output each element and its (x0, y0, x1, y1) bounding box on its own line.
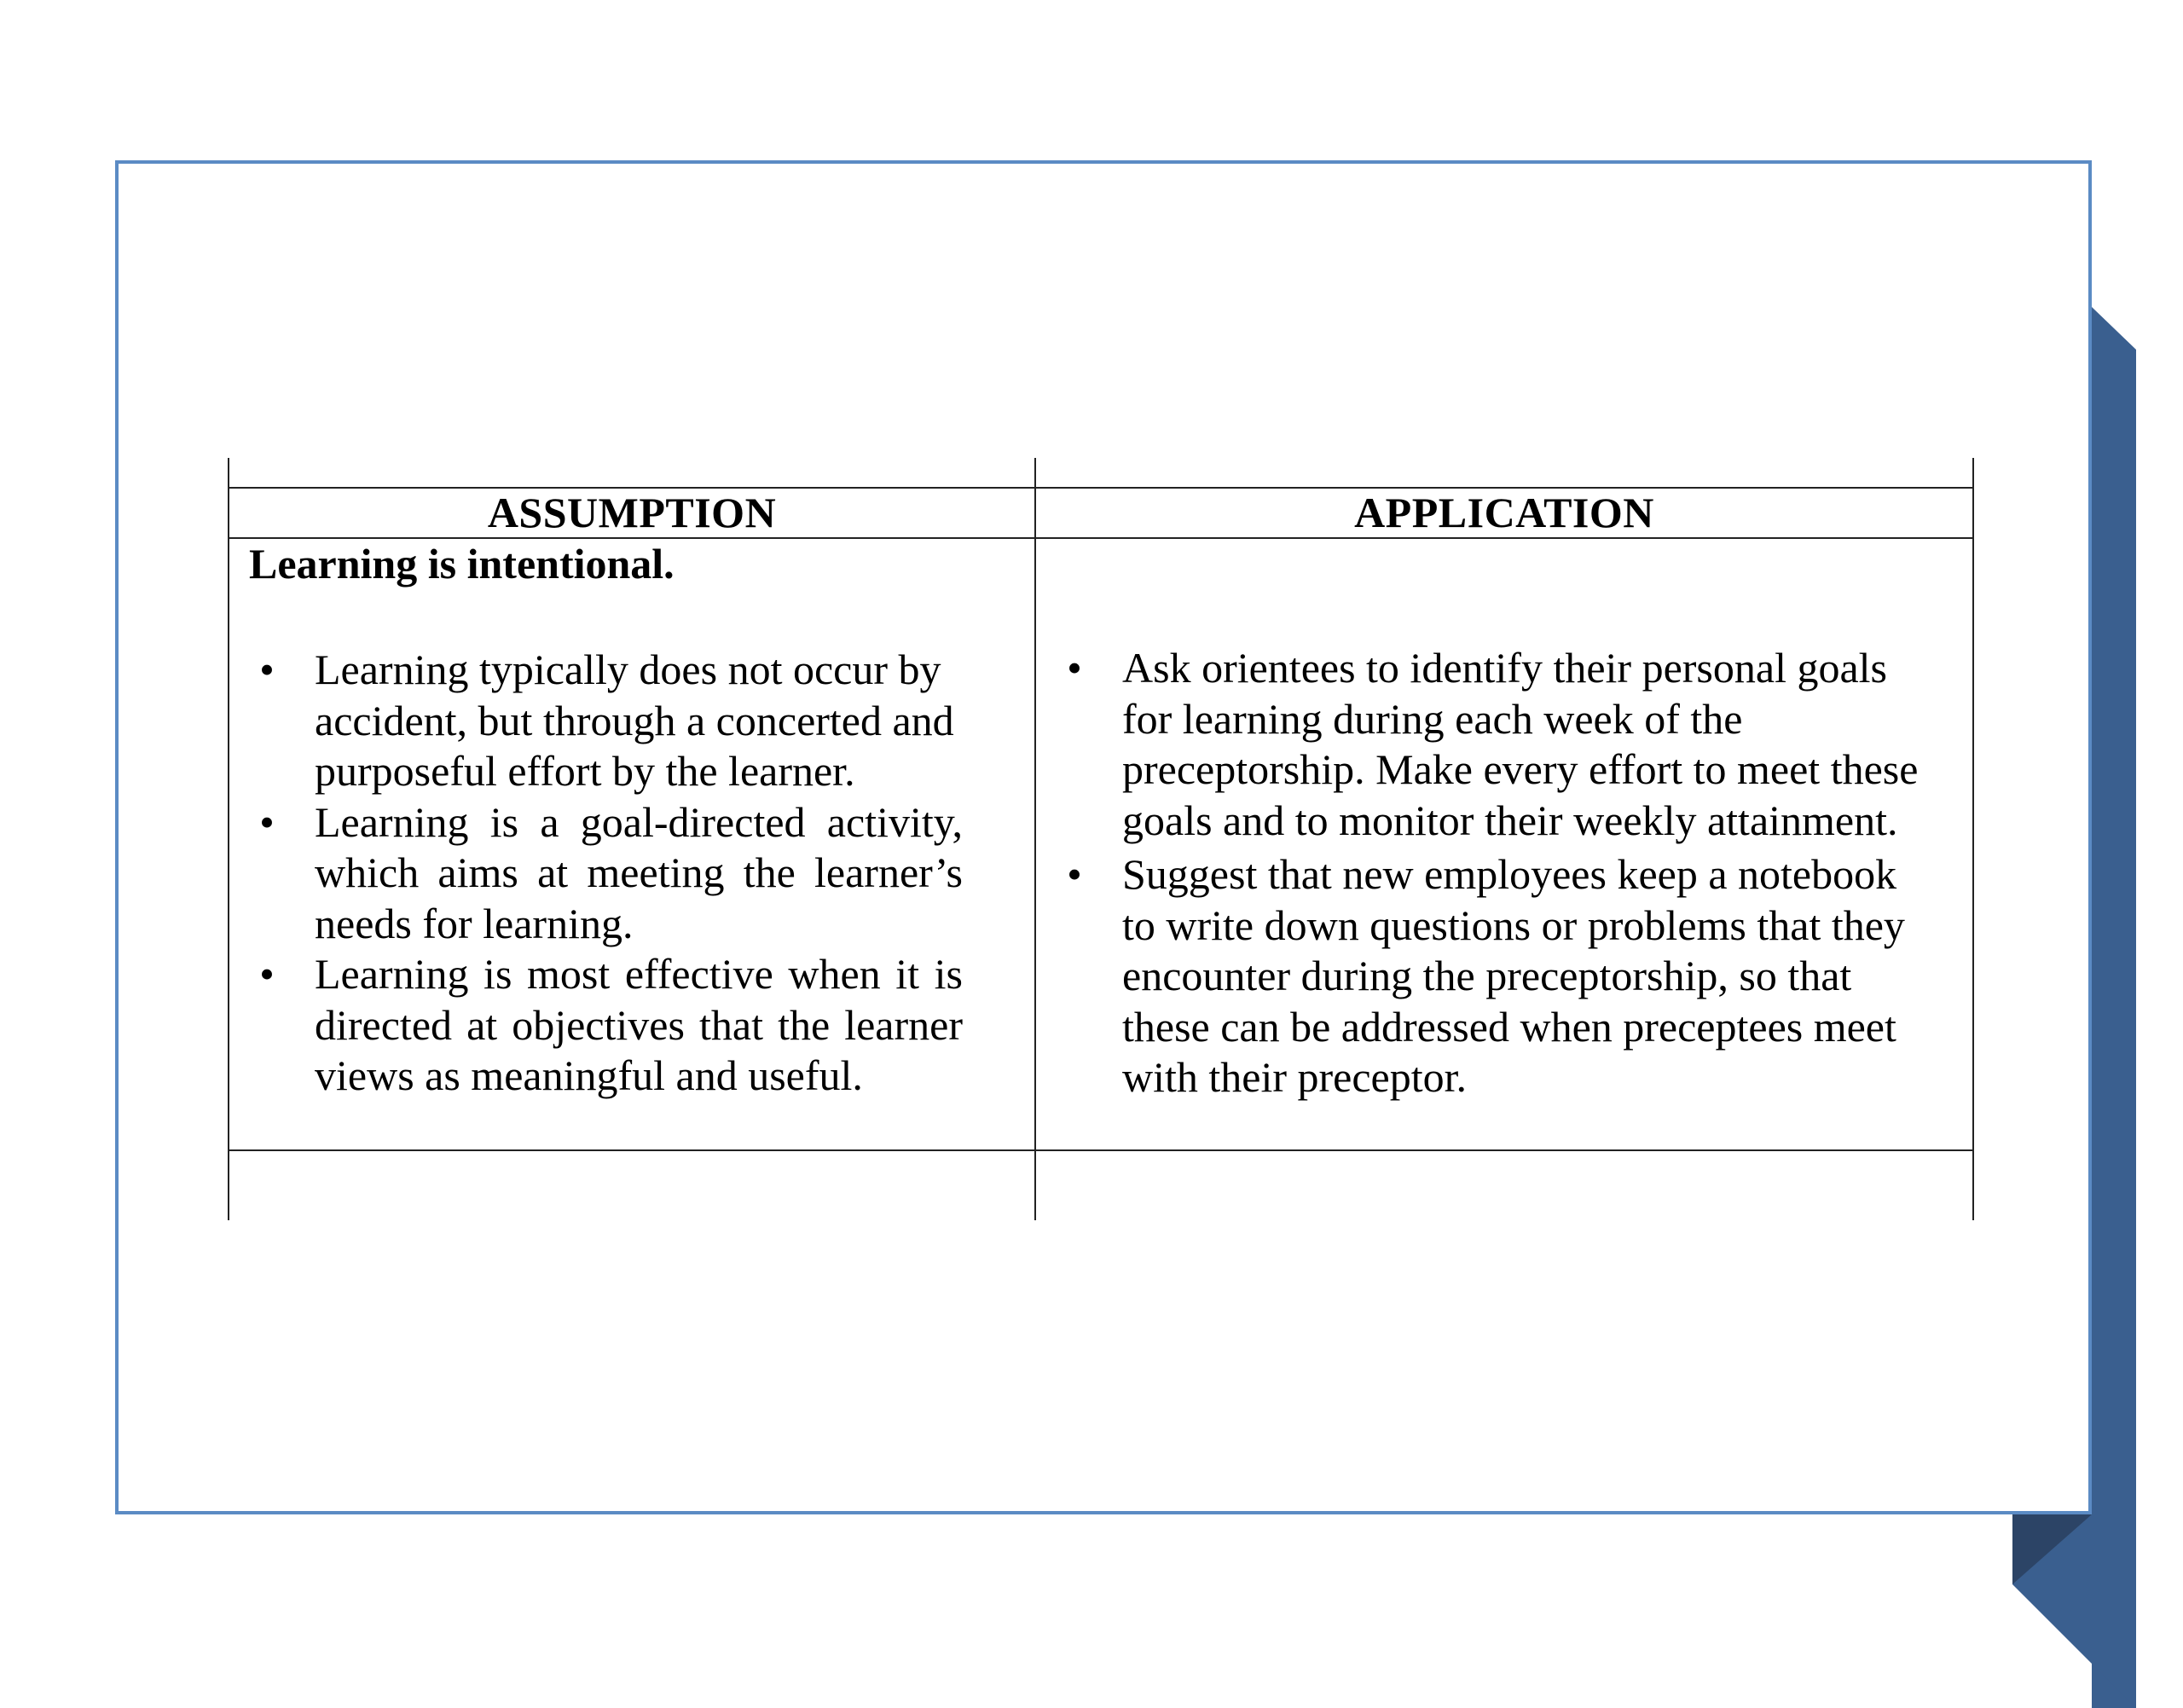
assumption-bullet (250, 949, 963, 1102)
application-bullet-text: Suggest that new employees keep a notebook to write down questions or problems that they encounter during the preceptorship, so that these can be addressed when preceptees meet with their preceptor. (1122, 850, 1905, 1101)
assumption-title: Learning is intentional. (249, 540, 675, 588)
bullet-icon: • (259, 797, 275, 846)
bullet-icon: • (259, 646, 275, 693)
application-bullet (1057, 643, 1940, 846)
assumption-bullet-text: Learning is a goal-directed activity, which aims at meeting the learner’s needs for learning. (315, 797, 963, 947)
assumption-bullet-text: Learning is most effective when it is directed at objectives that the learner views as meaningful and useful. (315, 950, 963, 1099)
assumption-header: ASSUMPTION (487, 489, 777, 536)
table-left-border (228, 458, 229, 1220)
bullet-icon: • (259, 950, 275, 998)
table-right-border (1972, 458, 1974, 1220)
table-bottom-rule (228, 1149, 1974, 1151)
ribbon-body (2092, 307, 2136, 1708)
bullet-icon: • (1067, 644, 1082, 692)
application-header: APPLICATION (1354, 489, 1654, 536)
table-column-divider (1034, 458, 1036, 1220)
bullet-icon: • (1067, 850, 1082, 898)
assumption-bullet-text: Learning typically does not occur by accident, but through a concerted and purposeful effort by the learner. (315, 646, 954, 795)
assumption-bullet (250, 797, 963, 950)
application-bullet (1057, 849, 1940, 1103)
application-bullet-text: Ask orientees to identify their personal goals for learning during each week of the preceptorship. Make every effort to meet these goals and to monitor their weekly attainment. (1122, 644, 1919, 844)
assumption-list (250, 645, 963, 1102)
assumption-bullet (250, 645, 963, 797)
application-list (1057, 643, 1940, 1103)
